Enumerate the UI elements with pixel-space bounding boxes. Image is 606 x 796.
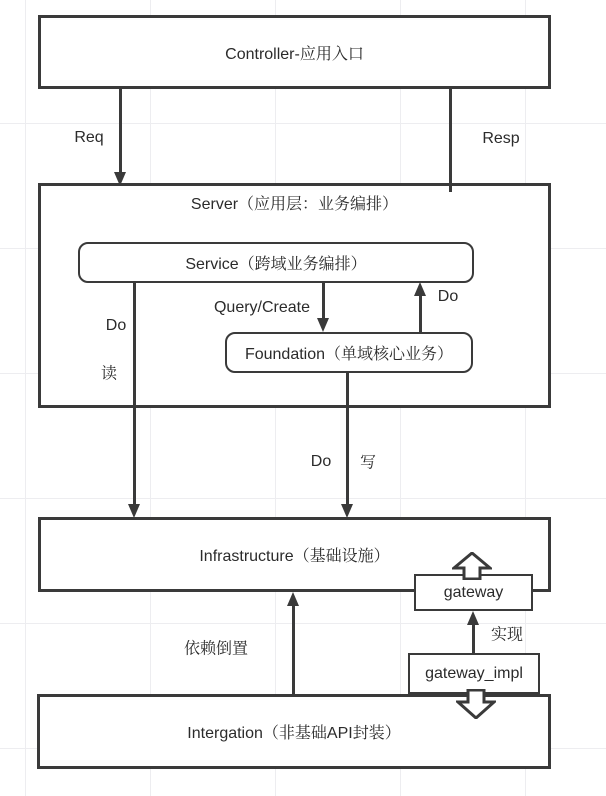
gateway-realizes-infrastructure-arrow-icon xyxy=(452,552,492,580)
foundation-do-arrowhead xyxy=(414,282,426,296)
controller-label: Controller-应用入口 xyxy=(225,45,364,63)
write-do-label: Do xyxy=(310,453,332,470)
gateway-impl-label: gateway_impl xyxy=(425,664,523,682)
service-read-label: 读 xyxy=(100,365,118,383)
foundation-label: Foundation（单域核心业务） xyxy=(244,346,454,363)
dependency-inversion-label: 依赖倒置 xyxy=(183,640,249,658)
service-do-label: Do xyxy=(105,317,127,334)
foundation-box xyxy=(225,332,473,373)
query-create-line xyxy=(322,283,325,319)
query-create-label: Query/Create xyxy=(213,299,311,316)
service-label: Service（跨域业务编排） xyxy=(185,256,367,273)
gateway-impl-box xyxy=(408,653,540,694)
implement-label: 实现 xyxy=(490,626,524,644)
implement-line xyxy=(472,624,475,653)
service-read-arrowhead xyxy=(128,504,140,518)
implement-arrowhead xyxy=(467,611,479,625)
gateway-impl-extends-intergation-arrow-icon xyxy=(456,689,496,719)
foundation-do-label: Do xyxy=(437,288,459,305)
query-create-arrowhead xyxy=(317,318,329,332)
foundation-do-line xyxy=(419,296,422,334)
gateway-label: gateway xyxy=(443,583,504,601)
intergation-label: Intergation（非基础API封装） xyxy=(187,725,401,742)
dependency-inversion-arrowhead xyxy=(287,592,299,606)
resp-line xyxy=(449,88,452,192)
req-arrowhead xyxy=(114,172,126,186)
write-label: 写 xyxy=(359,454,377,472)
server-label: Server（应用层：业务编排） xyxy=(190,196,399,213)
req-label: Req xyxy=(74,129,104,146)
infrastructure-label: Infrastructure（基础设施） xyxy=(199,548,390,565)
service-read-line xyxy=(133,283,136,505)
req-arrow-line xyxy=(119,88,122,174)
foundation-write-line xyxy=(346,373,349,505)
service-box xyxy=(78,242,474,283)
controller-box xyxy=(38,15,551,89)
dependency-inversion-line xyxy=(292,605,295,694)
foundation-write-arrowhead xyxy=(341,504,353,518)
resp-label: Resp xyxy=(482,130,520,147)
